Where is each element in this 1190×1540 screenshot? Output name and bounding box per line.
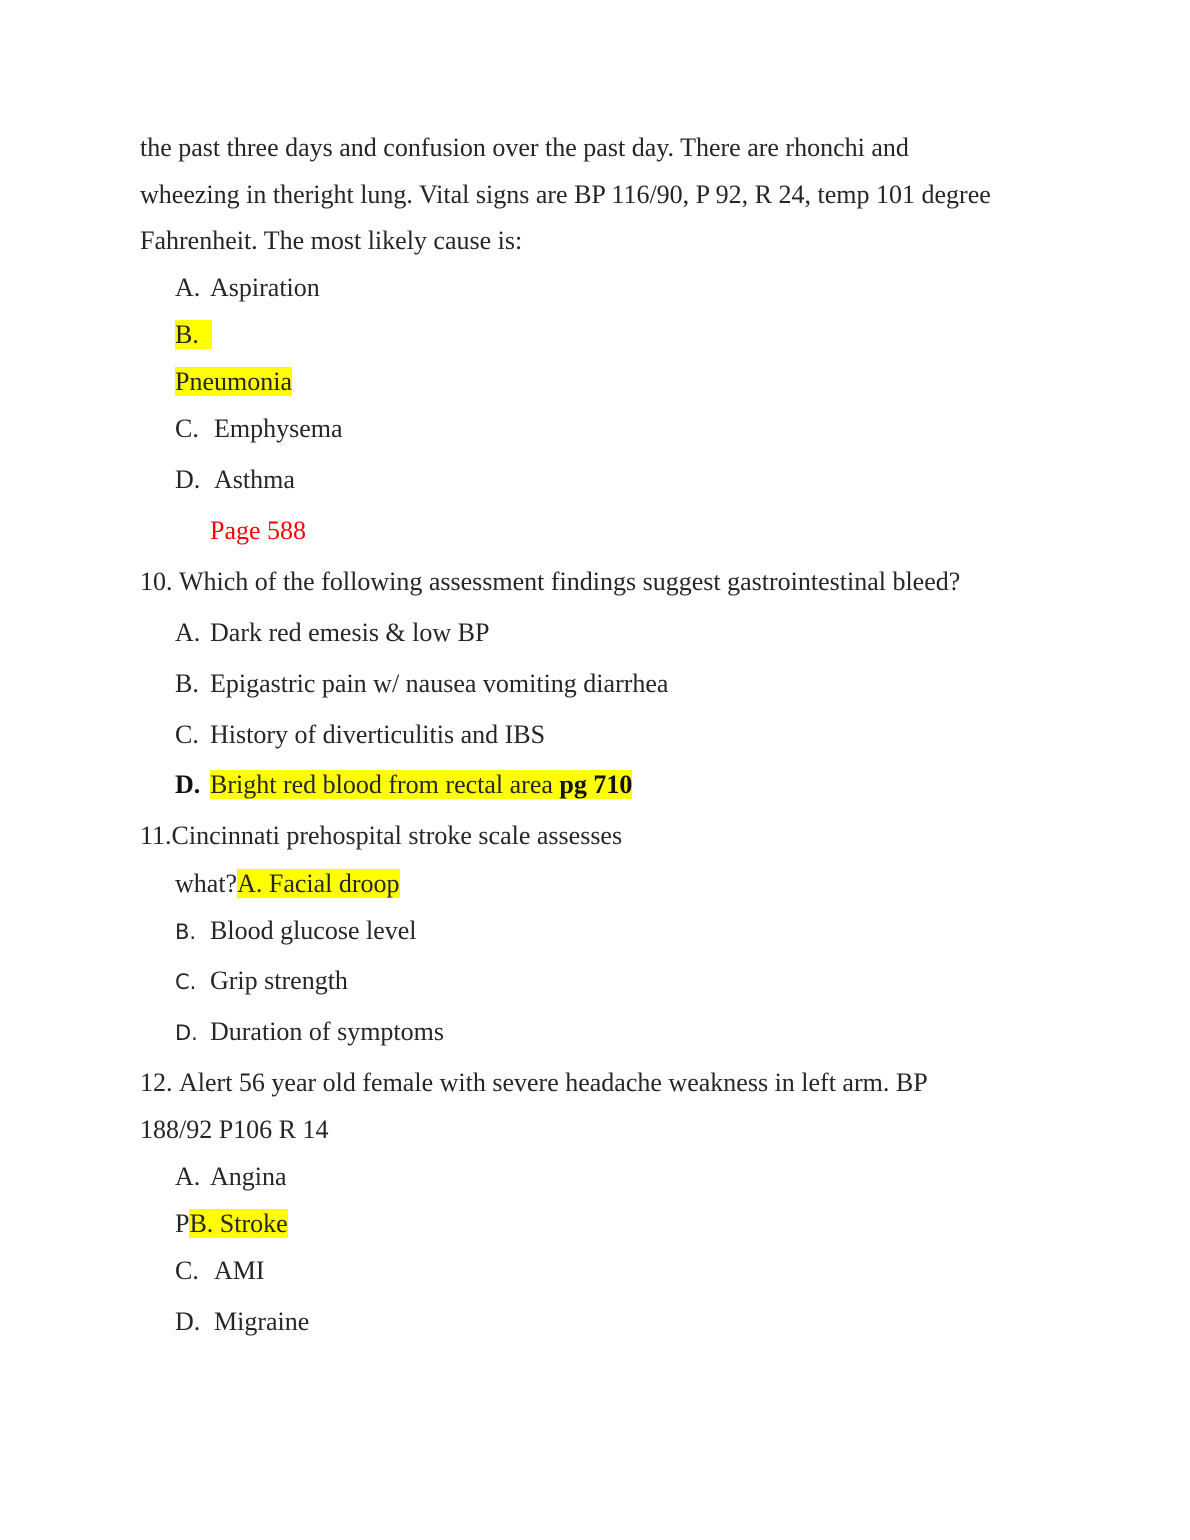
q11-option-c — [175, 966, 348, 997]
option-text: Blood glucose level — [210, 916, 417, 945]
q11-option-d — [175, 1017, 444, 1048]
q12-option-c — [175, 1256, 265, 1286]
q11-stem-line-1: 11.Cincinnati prehospital stroke scale assesses — [140, 821, 623, 850]
option-letter: A. — [175, 618, 201, 647]
option-text-highlighted: Bright red blood from rectal area pg 710 — [210, 770, 633, 799]
option-letter: A. — [175, 273, 201, 302]
q10-option-a — [175, 618, 489, 648]
q10-option-c — [175, 720, 545, 750]
option-letter: D. — [175, 1021, 198, 1045]
q12-stem-line-1 — [140, 1068, 928, 1098]
option-letter: C. — [175, 720, 199, 749]
option-text: Migraine — [214, 1307, 310, 1336]
option-letter: D. — [175, 770, 201, 799]
q11-option-a: A. Facial droop — [237, 869, 400, 898]
stray-character: P — [175, 1209, 190, 1238]
option-text: AMI — [214, 1256, 265, 1285]
q11-option-b — [175, 916, 417, 947]
option-text: Asthma — [214, 465, 295, 494]
q9-option-d — [175, 465, 295, 495]
question-number: 12. — [140, 1068, 173, 1097]
option-text: Dark red emesis & low BP — [210, 618, 490, 647]
q12-option-b — [175, 1209, 288, 1239]
option-letter: C. — [175, 1256, 199, 1285]
q9-option-c — [175, 414, 343, 444]
q10-option-d — [175, 770, 632, 800]
option-letter: C. — [175, 970, 197, 994]
q11-stem-line-2 — [175, 869, 400, 899]
q9-stem-line-1: the past three days and confusion over the past day. There are rhonchi and — [140, 133, 909, 162]
option-text: Duration of symptoms — [210, 1017, 444, 1046]
question-text: what? — [175, 869, 238, 898]
option-letter: B. — [175, 320, 212, 349]
q9-page-reference: Page 588 — [210, 516, 307, 545]
q10-stem — [140, 567, 960, 597]
question-text: Which of the following assessment findings suggest gastrointestinal bleed? — [179, 567, 961, 596]
option-text: Aspiration — [210, 273, 320, 302]
q9-option-b-text — [175, 367, 292, 397]
option-text: History of diverticulitis and IBS — [210, 720, 546, 749]
option-letter: C. — [175, 414, 199, 443]
q10-option-b — [175, 669, 668, 699]
option-text: Emphysema — [214, 414, 343, 443]
question-number: 10. — [140, 567, 173, 596]
q9-option-b-letter — [175, 320, 212, 350]
option-text: Grip strength — [210, 966, 348, 995]
option-letter: A. — [175, 1162, 201, 1191]
page-reference: pg 710 — [559, 770, 633, 799]
option-letter: D. — [175, 1307, 201, 1336]
q12-stem-line-2: 188/92 P106 R 14 — [140, 1115, 329, 1144]
q9-stem-line-2: wheezing in theright lung. Vital signs are BP 116/90, P 92, R 24, temp 101 degree — [140, 180, 991, 209]
option-letter: B. — [175, 920, 197, 944]
q12-option-a — [175, 1162, 287, 1192]
question-text: Alert 56 year old female with severe headache weakness in left arm. BP — [179, 1068, 928, 1097]
option-text: Epigastric pain w/ nausea vomiting diarrhea — [210, 669, 669, 698]
option-letter: B. — [175, 669, 199, 698]
option-text: Pneumonia — [175, 367, 292, 396]
q9-option-a — [175, 273, 320, 303]
q9-stem-line-3: Fahrenheit. The most likely cause is: — [140, 226, 523, 255]
option-letter: D. — [175, 465, 201, 494]
option-text: Angina — [210, 1162, 287, 1191]
q12-option-d — [175, 1307, 309, 1337]
option-text-highlighted: B. Stroke — [189, 1209, 288, 1238]
